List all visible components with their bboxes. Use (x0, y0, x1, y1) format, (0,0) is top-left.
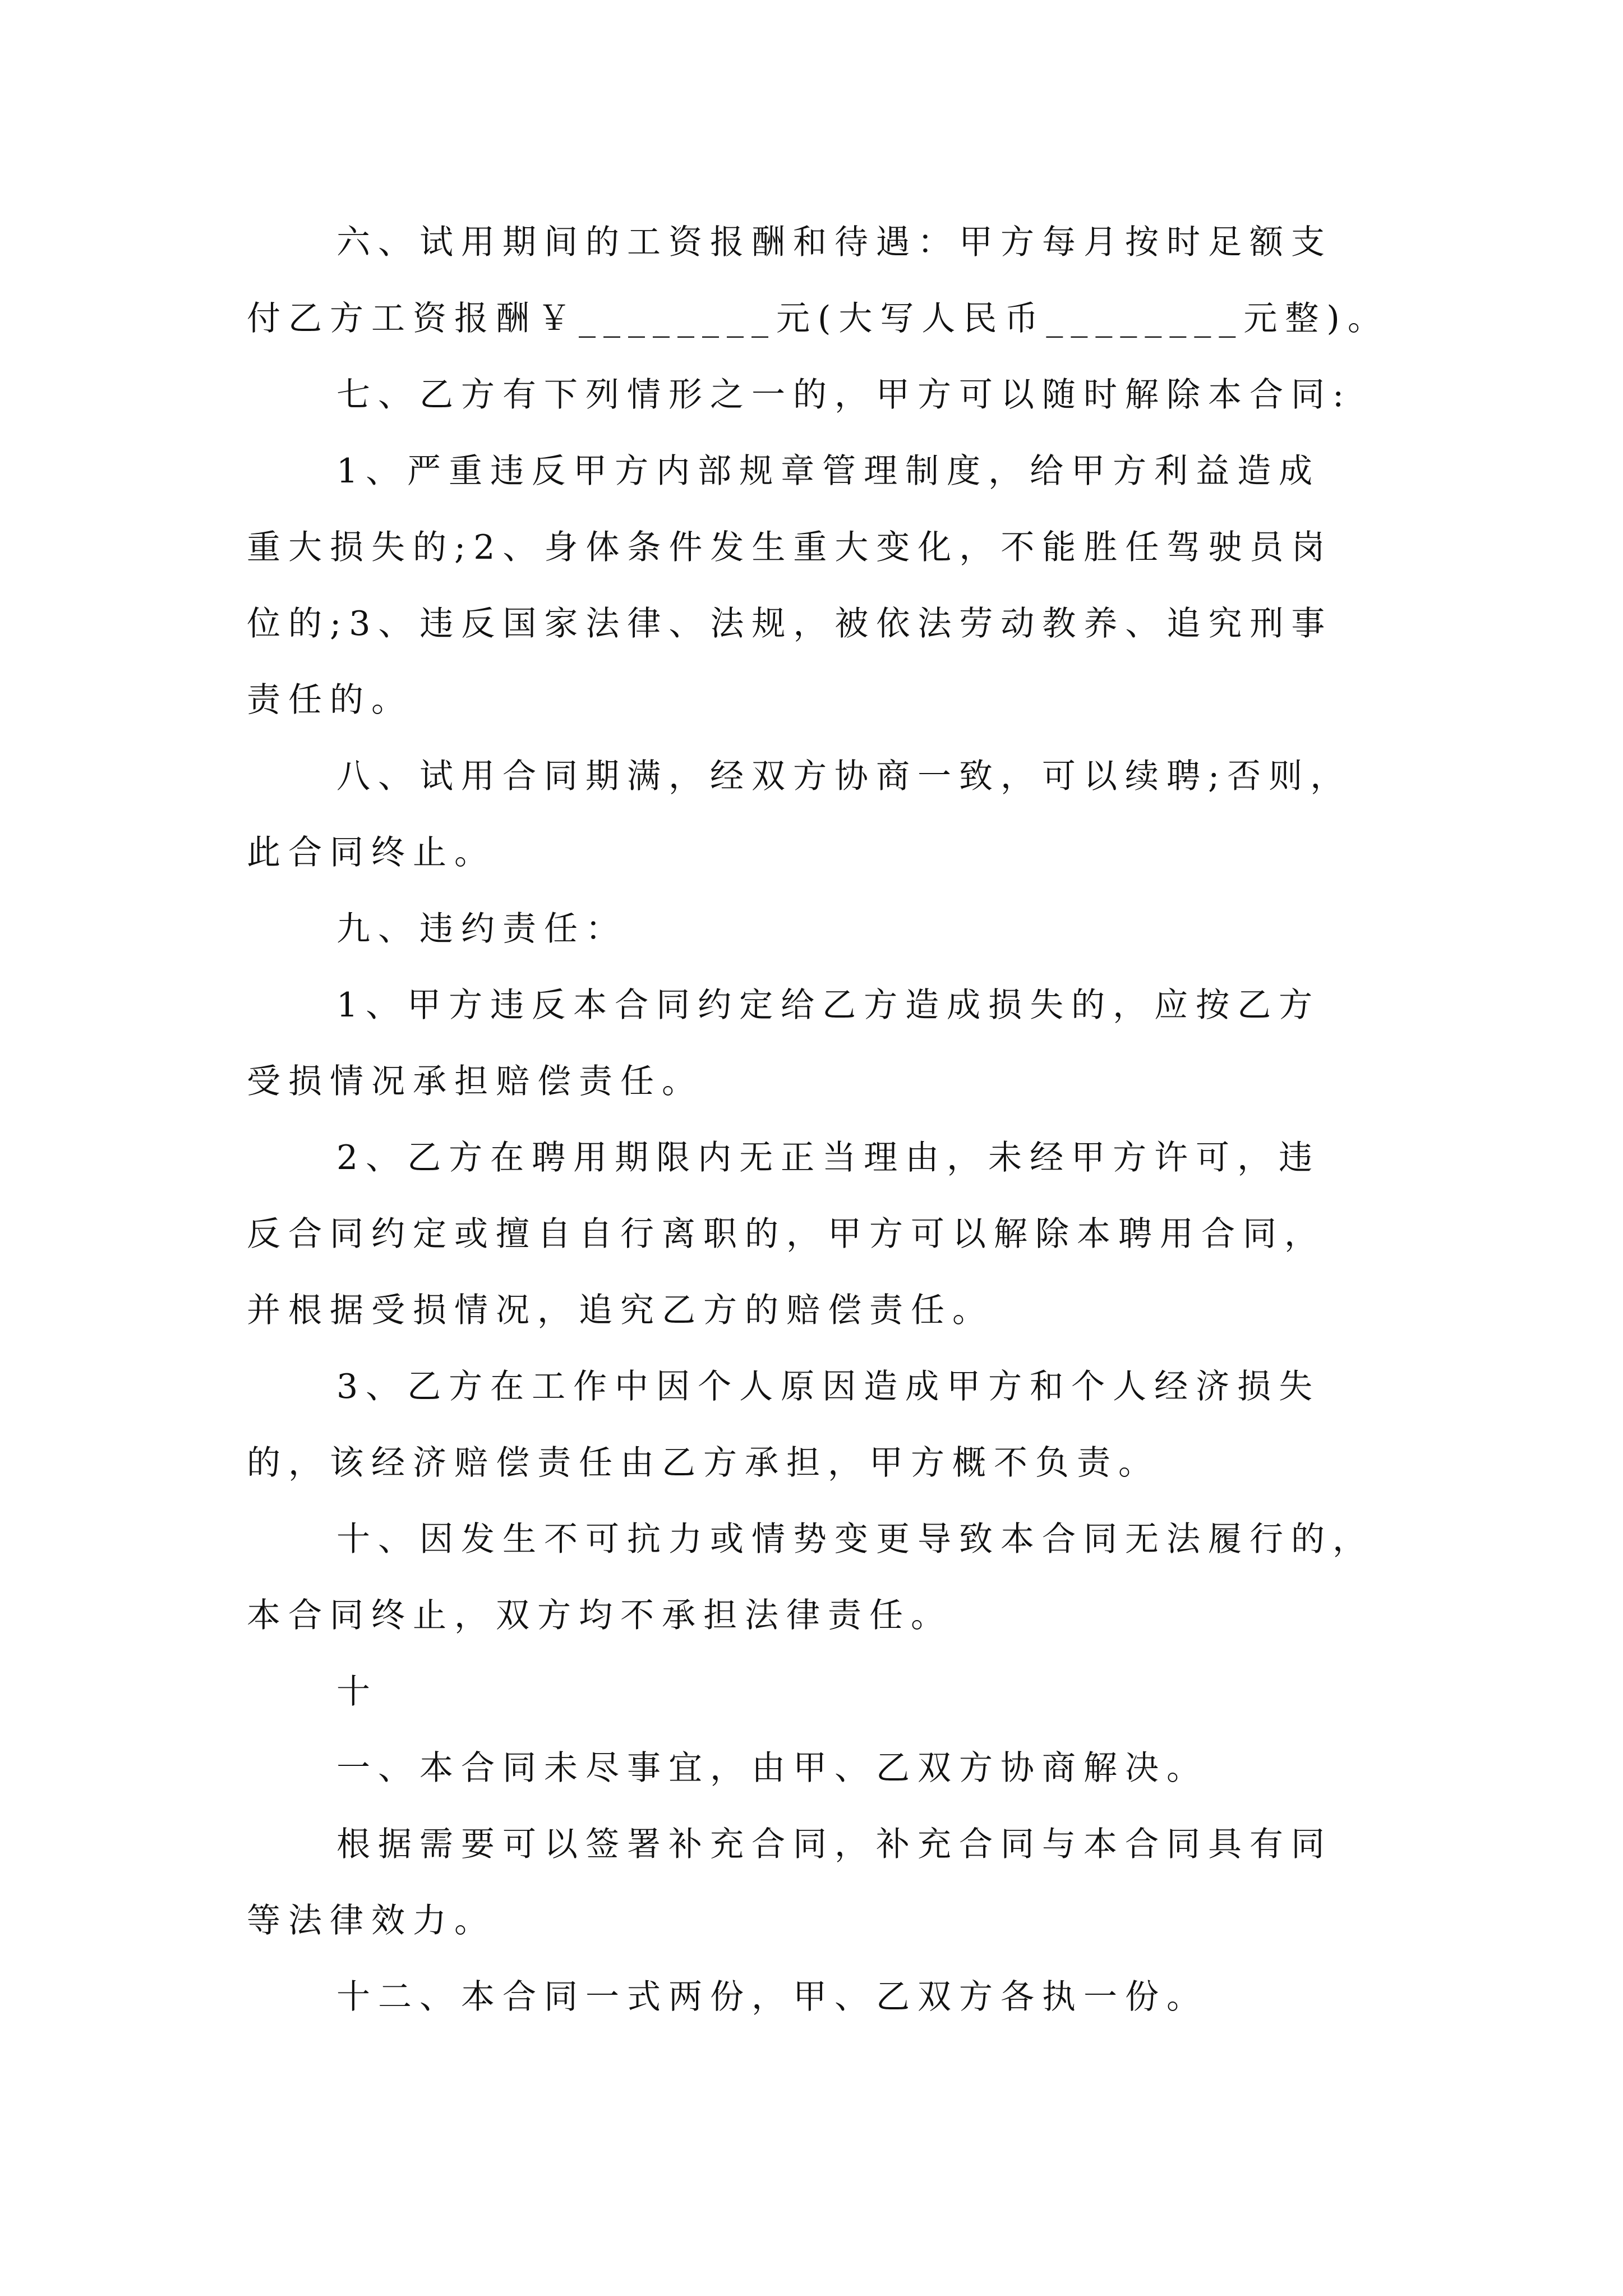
clause-9-heading: 九、违约责任： (336, 909, 627, 949)
clause-9-item-2-line-2: 反合同约定或擅自自行离职的，甲方可以解除本聘用合同， (247, 1214, 1326, 1254)
clause-11-line-2: 根据需要可以签署补充合同，补充合同与本合同具有同 (336, 1825, 1332, 1864)
clause-12-line-1: 十二、本合同一式两份，甲、乙双方各执一份。 (336, 1977, 1208, 2017)
clause-11-line-1: 一、本合同未尽事宜，由甲、乙双方协商解决。 (336, 1749, 1208, 1788)
clause-7-line-1: 1、严重违反甲方内部规章管理制度，给甲方利益造成 (336, 452, 1321, 491)
clause-9-item-3-line-1: 3、乙方在工作中因个人原因造成甲方和个人经济损失 (336, 1367, 1321, 1406)
clause-7-line-4: 责任的。 (247, 680, 413, 720)
clause-7-line-2: 重大损失的;2、身体条件发生重大变化，不能胜任驾驶员岗 (247, 528, 1333, 567)
clause-8-line-2: 此合同终止。 (247, 833, 496, 872)
clause-9-item-1-line-2: 受损情况承担赔偿责任。 (247, 1062, 703, 1101)
clause-6-line-2: 付乙方工资报酬￥________元(大写人民币________元整)。 (247, 299, 1389, 338)
clause-6-line-1: 六、试用期间的工资报酬和待遇：甲方每月按时足额支 (336, 223, 1332, 262)
clause-10-line-2: 本合同终止，双方均不承担法律责任。 (247, 1596, 952, 1635)
clause-7-heading: 七、乙方有下列情形之一的，甲方可以随时解除本合同: (336, 375, 1352, 415)
clause-9-item-3-line-2: 的，该经济赔偿责任由乙方承担，甲方概不负责。 (247, 1443, 1160, 1483)
clause-11-number: 十 (336, 1672, 378, 1711)
clause-9-item-1-line-1: 1、甲方违反本合同约定给乙方造成损失的，应按乙方 (336, 986, 1321, 1025)
clause-9-item-2-line-1: 2、乙方在聘用期限内无正当理由，未经甲方许可，违 (336, 1138, 1321, 1177)
clause-9-item-2-line-3: 并根据受损情况，追究乙方的赔偿责任。 (247, 1291, 994, 1330)
clause-7-line-3: 位的;3、违反国家法律、法规，被依法劳动教养、追究刑事 (247, 604, 1333, 643)
clause-11-line-3: 等法律效力。 (247, 1901, 496, 1940)
clause-10-line-1: 十、因发生不可抗力或情势变更导致本合同无法履行的， (336, 1520, 1374, 1559)
clause-8-line-1: 八、试用合同期满，经双方协商一致，可以续聘;否则， (336, 757, 1352, 796)
